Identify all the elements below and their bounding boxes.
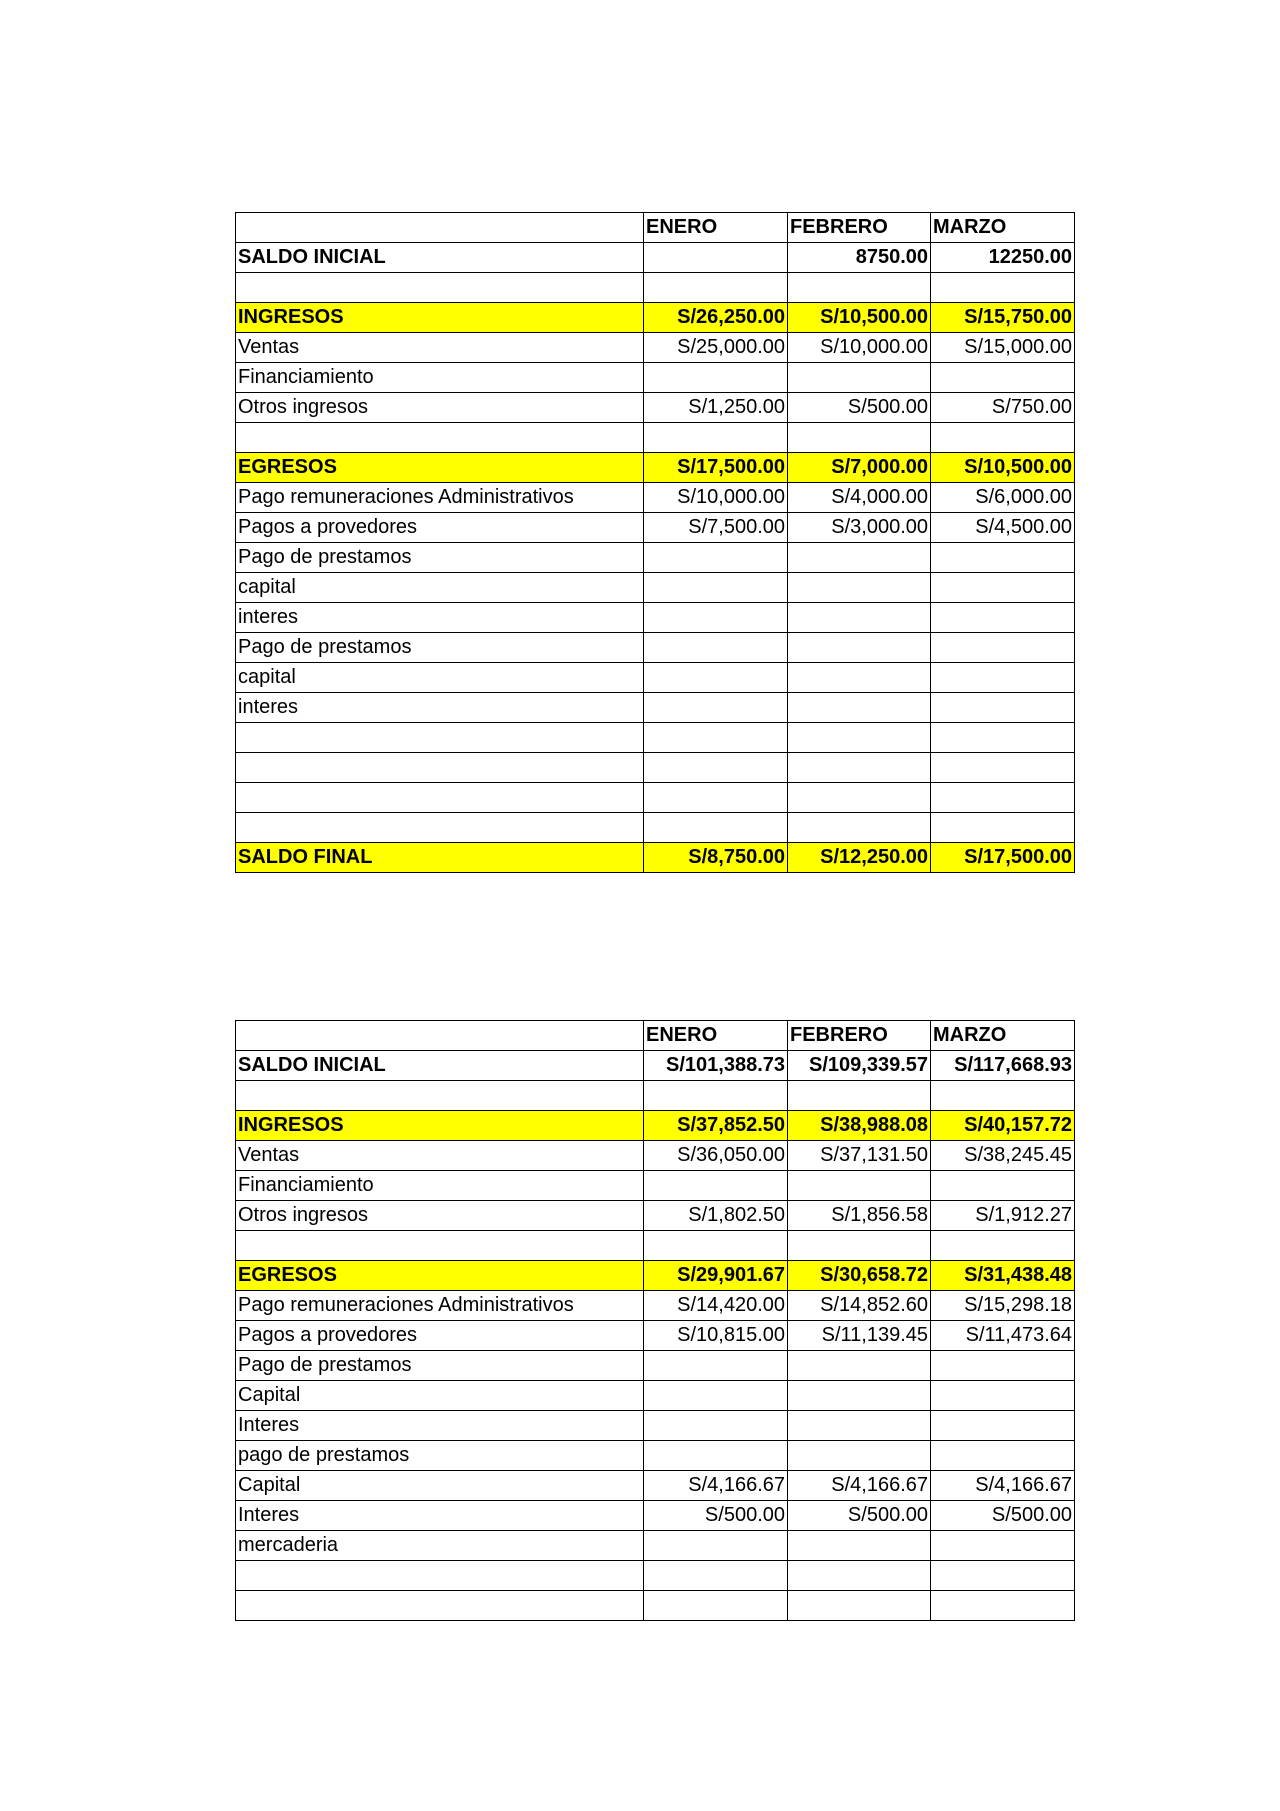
value-cell[interactable] [788, 633, 931, 663]
row-label-cell[interactable] [236, 1561, 644, 1591]
value-cell[interactable] [931, 1171, 1075, 1201]
row-label-cell[interactable]: Financiamiento [236, 1171, 644, 1201]
table-header [236, 213, 1075, 243]
value-cell[interactable]: S/25,000.00 [644, 333, 788, 363]
month-header-cell[interactable]: FEBRERO [788, 1021, 931, 1051]
value-cell[interactable] [644, 813, 788, 843]
value-cell[interactable] [788, 783, 931, 813]
table-row [236, 303, 1075, 333]
value-cell[interactable] [788, 603, 931, 633]
value-cell[interactable] [644, 543, 788, 573]
value-cell[interactable] [644, 1561, 788, 1591]
value-cell[interactable]: S/7,000.00 [788, 453, 931, 483]
value-cell[interactable] [931, 1591, 1075, 1621]
value-cell[interactable] [788, 423, 931, 453]
value-cell[interactable] [931, 663, 1075, 693]
value-cell[interactable]: S/10,000.00 [788, 333, 931, 363]
value-cell[interactable]: S/4,166.67 [788, 1471, 931, 1501]
table-row [236, 1561, 1075, 1591]
row-label-cell[interactable]: SALDO INICIAL [236, 1051, 644, 1081]
value-cell[interactable]: S/10,500.00 [788, 303, 931, 333]
value-cell[interactable]: S/4,500.00 [931, 513, 1075, 543]
row-label-cell[interactable] [236, 1231, 644, 1261]
value-cell[interactable]: S/4,000.00 [788, 483, 931, 513]
table-row [236, 723, 1075, 753]
value-cell[interactable]: S/17,500.00 [931, 843, 1075, 873]
value-cell[interactable] [931, 573, 1075, 603]
value-cell[interactable]: S/29,901.67 [644, 1261, 788, 1291]
value-cell[interactable] [788, 273, 931, 303]
value-cell[interactable] [644, 603, 788, 633]
row-label-cell[interactable]: Pago de prestamos [236, 1351, 644, 1381]
value-cell[interactable] [644, 1351, 788, 1381]
cash-flow-table-1 [235, 212, 1075, 873]
value-cell[interactable] [788, 1591, 931, 1621]
table-row [236, 1291, 1075, 1321]
value-cell[interactable]: S/26,250.00 [644, 303, 788, 333]
table-row [236, 483, 1075, 513]
value-cell[interactable] [788, 813, 931, 843]
value-cell[interactable]: S/500.00 [788, 1501, 931, 1531]
value-cell[interactable] [644, 243, 788, 273]
value-cell[interactable] [931, 1351, 1075, 1381]
row-label-cell[interactable]: pago de prestamos [236, 1441, 644, 1471]
value-cell[interactable]: 12250.00 [931, 243, 1075, 273]
header-row [236, 213, 1075, 243]
value-cell[interactable] [931, 813, 1075, 843]
row-label-cell[interactable]: SALDO INICIAL [236, 243, 644, 273]
table-row [236, 513, 1075, 543]
table-row [236, 1141, 1075, 1171]
table-row [236, 1441, 1075, 1471]
value-cell[interactable]: S/1,802.50 [644, 1201, 788, 1231]
value-cell[interactable]: S/11,473.64 [931, 1321, 1075, 1351]
value-cell[interactable] [644, 723, 788, 753]
value-cell[interactable] [788, 693, 931, 723]
value-cell[interactable]: S/10,000.00 [644, 483, 788, 513]
row-label-cell[interactable]: interes [236, 603, 644, 633]
row-label-cell[interactable]: INGRESOS [236, 1111, 644, 1141]
value-cell[interactable] [931, 1441, 1075, 1471]
month-header-cell[interactable]: ENERO [644, 1021, 788, 1051]
value-cell[interactable]: S/6,000.00 [931, 483, 1075, 513]
row-label-cell[interactable]: SALDO FINAL [236, 843, 644, 873]
value-cell[interactable] [931, 693, 1075, 723]
row-label-cell[interactable]: Ventas [236, 1141, 644, 1171]
row-label-cell[interactable] [236, 1591, 644, 1621]
row-label-cell[interactable]: Pago de prestamos [236, 543, 644, 573]
table-row [236, 1201, 1075, 1231]
value-cell[interactable] [931, 633, 1075, 663]
value-cell[interactable] [644, 1171, 788, 1201]
table-row [236, 243, 1075, 273]
value-cell[interactable] [788, 573, 931, 603]
table-row [236, 1081, 1075, 1111]
value-cell[interactable] [931, 1381, 1075, 1411]
row-label-cell[interactable]: mercaderia [236, 1531, 644, 1561]
row-label-cell[interactable]: Pagos a provedores [236, 513, 644, 543]
header-row [236, 1021, 1075, 1051]
table-body [236, 1051, 1075, 1621]
table-row [236, 1411, 1075, 1441]
table-row [236, 1321, 1075, 1351]
value-cell[interactable] [644, 1441, 788, 1471]
value-cell[interactable] [931, 753, 1075, 783]
value-cell[interactable] [644, 783, 788, 813]
value-cell[interactable]: S/15,000.00 [931, 333, 1075, 363]
value-cell[interactable] [931, 1231, 1075, 1261]
table-row [236, 1051, 1075, 1081]
row-label-cell[interactable]: Otros ingresos [236, 1201, 644, 1231]
row-label-cell[interactable] [236, 723, 644, 753]
row-label-cell[interactable]: Pagos a provedores [236, 1321, 644, 1351]
table-row [236, 333, 1075, 363]
table-row [236, 1171, 1075, 1201]
table-row [236, 1501, 1075, 1531]
table-row [236, 423, 1075, 453]
value-cell[interactable] [788, 1351, 931, 1381]
value-cell[interactable]: S/500.00 [644, 1501, 788, 1531]
value-cell[interactable] [788, 1411, 931, 1441]
value-cell[interactable] [644, 423, 788, 453]
value-cell[interactable]: S/1,250.00 [644, 393, 788, 423]
value-cell[interactable] [788, 1531, 931, 1561]
value-cell[interactable] [644, 753, 788, 783]
value-cell[interactable] [788, 543, 931, 573]
value-cell[interactable]: S/500.00 [931, 1501, 1075, 1531]
value-cell[interactable] [788, 363, 931, 393]
value-cell[interactable] [644, 573, 788, 603]
table-row [236, 693, 1075, 723]
value-cell[interactable]: S/7,500.00 [644, 513, 788, 543]
value-cell[interactable] [788, 753, 931, 783]
table-row [236, 573, 1075, 603]
value-cell[interactable] [788, 1231, 931, 1261]
table-row [236, 543, 1075, 573]
value-cell[interactable] [644, 693, 788, 723]
value-cell[interactable] [788, 663, 931, 693]
table-row [236, 633, 1075, 663]
row-label-cell[interactable] [236, 1081, 644, 1111]
value-cell[interactable]: S/15,298.18 [931, 1291, 1075, 1321]
value-cell[interactable]: S/10,815.00 [644, 1321, 788, 1351]
value-cell[interactable] [788, 1081, 931, 1111]
table-row [236, 663, 1075, 693]
row-label-cell[interactable]: Otros ingresos [236, 393, 644, 423]
row-label-cell[interactable]: Capital [236, 1471, 644, 1501]
value-cell[interactable]: S/8,750.00 [644, 843, 788, 873]
value-cell[interactable]: S/1,912.27 [931, 1201, 1075, 1231]
month-header-cell[interactable]: ENERO [644, 213, 788, 243]
table-row [236, 1261, 1075, 1291]
value-cell[interactable] [931, 603, 1075, 633]
value-cell[interactable]: S/14,852.60 [788, 1291, 931, 1321]
row-label-cell[interactable]: interes [236, 693, 644, 723]
value-cell[interactable] [931, 1531, 1075, 1561]
header-label-cell[interactable] [236, 213, 644, 243]
value-cell[interactable] [931, 363, 1075, 393]
value-cell[interactable]: S/38,245.45 [931, 1141, 1075, 1171]
value-cell[interactable]: S/11,139.45 [788, 1321, 931, 1351]
row-label-cell[interactable] [236, 273, 644, 303]
row-label-cell[interactable]: Interes [236, 1501, 644, 1531]
value-cell[interactable]: S/10,500.00 [931, 453, 1075, 483]
row-label-cell[interactable] [236, 423, 644, 453]
value-cell[interactable] [931, 1561, 1075, 1591]
header-label-cell[interactable] [236, 1021, 644, 1051]
value-cell[interactable]: S/101,388.73 [644, 1051, 788, 1081]
value-cell[interactable] [644, 663, 788, 693]
value-cell[interactable]: 8750.00 [788, 243, 931, 273]
value-cell[interactable]: S/14,420.00 [644, 1291, 788, 1321]
table-row [236, 1591, 1075, 1621]
row-label-cell[interactable]: capital [236, 663, 644, 693]
value-cell[interactable]: S/17,500.00 [644, 453, 788, 483]
row-label-cell[interactable]: Financiamiento [236, 363, 644, 393]
month-header-cell[interactable]: FEBRERO [788, 213, 931, 243]
table-row [236, 1111, 1075, 1141]
table-row [236, 1381, 1075, 1411]
row-label-cell[interactable] [236, 813, 644, 843]
row-label-cell[interactable]: Ventas [236, 333, 644, 363]
value-cell[interactable] [644, 363, 788, 393]
value-cell[interactable]: S/37,131.50 [788, 1141, 931, 1171]
table-row [236, 1531, 1075, 1561]
row-label-cell[interactable] [236, 753, 644, 783]
value-cell[interactable]: S/500.00 [788, 393, 931, 423]
value-cell[interactable]: S/31,438.48 [931, 1261, 1075, 1291]
value-cell[interactable] [931, 723, 1075, 753]
table-row [236, 813, 1075, 843]
value-cell[interactable] [931, 543, 1075, 573]
row-label-cell[interactable]: Interes [236, 1411, 644, 1441]
value-cell[interactable]: S/36,050.00 [644, 1141, 788, 1171]
value-cell[interactable]: S/109,339.57 [788, 1051, 931, 1081]
value-cell[interactable] [644, 273, 788, 303]
row-label-cell[interactable] [236, 783, 644, 813]
value-cell[interactable]: S/4,166.67 [931, 1471, 1075, 1501]
row-label-cell[interactable]: capital [236, 573, 644, 603]
table-row [236, 753, 1075, 783]
value-cell[interactable] [788, 1381, 931, 1411]
value-cell[interactable] [788, 723, 931, 753]
row-label-cell[interactable]: INGRESOS [236, 303, 644, 333]
table-row [236, 393, 1075, 423]
table-row [236, 1231, 1075, 1261]
row-label-cell[interactable]: EGRESOS [236, 1261, 644, 1291]
row-label-cell[interactable]: Capital [236, 1381, 644, 1411]
value-cell[interactable] [644, 1411, 788, 1441]
value-cell[interactable] [788, 1441, 931, 1471]
value-cell[interactable] [644, 1231, 788, 1261]
value-cell[interactable] [644, 633, 788, 663]
value-cell[interactable]: S/750.00 [931, 393, 1075, 423]
table-row [236, 1351, 1075, 1381]
value-cell[interactable] [931, 273, 1075, 303]
table-row [236, 843, 1075, 873]
table-header [236, 1021, 1075, 1051]
month-header-cell[interactable]: MARZO [931, 1021, 1075, 1051]
row-label-cell[interactable]: EGRESOS [236, 453, 644, 483]
cash-flow-table-2 [235, 1020, 1075, 1621]
value-cell[interactable] [644, 1381, 788, 1411]
value-cell[interactable] [644, 1081, 788, 1111]
table-row [236, 363, 1075, 393]
value-cell[interactable]: S/12,250.00 [788, 843, 931, 873]
value-cell[interactable]: S/117,668.93 [931, 1051, 1075, 1081]
table-row [236, 603, 1075, 633]
value-cell[interactable] [788, 1171, 931, 1201]
value-cell[interactable] [931, 423, 1075, 453]
value-cell[interactable]: S/4,166.67 [644, 1471, 788, 1501]
value-cell[interactable]: S/1,856.58 [788, 1201, 931, 1231]
value-cell[interactable]: S/38,988.08 [788, 1111, 931, 1141]
row-label-cell[interactable]: Pago remuneraciones Administrativos [236, 483, 644, 513]
table-row [236, 1471, 1075, 1501]
value-cell[interactable]: S/37,852.50 [644, 1111, 788, 1141]
row-label-cell[interactable]: Pago remuneraciones Administrativos [236, 1291, 644, 1321]
value-cell[interactable] [931, 1081, 1075, 1111]
value-cell[interactable] [931, 1411, 1075, 1441]
value-cell[interactable]: S/40,157.72 [931, 1111, 1075, 1141]
value-cell[interactable]: S/3,000.00 [788, 513, 931, 543]
value-cell[interactable]: S/15,750.00 [931, 303, 1075, 333]
value-cell[interactable] [788, 1561, 931, 1591]
value-cell[interactable] [644, 1531, 788, 1561]
table-row [236, 783, 1075, 813]
table-row [236, 273, 1075, 303]
table-body [236, 243, 1075, 873]
table-row [236, 453, 1075, 483]
value-cell[interactable]: S/30,658.72 [788, 1261, 931, 1291]
row-label-cell[interactable]: Pago de prestamos [236, 633, 644, 663]
value-cell[interactable] [931, 783, 1075, 813]
month-header-cell[interactable]: MARZO [931, 213, 1075, 243]
value-cell[interactable] [644, 1591, 788, 1621]
